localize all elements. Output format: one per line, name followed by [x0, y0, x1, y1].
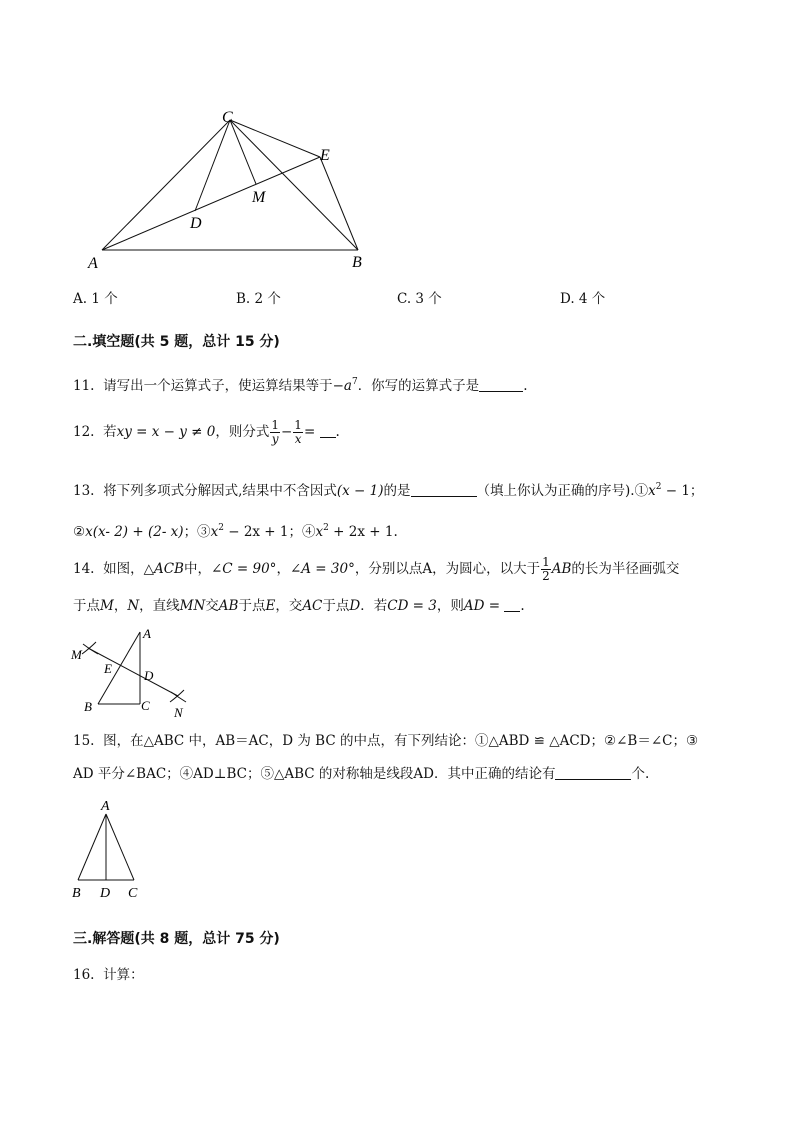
q14-line2-g: ．若 — [360, 598, 388, 614]
q14-cd: CD = 3 — [387, 598, 437, 614]
label-B: B — [72, 886, 81, 901]
q12-f2-den: x — [294, 432, 302, 446]
question-13-line1 — [73, 478, 703, 500]
q12-f2-num: 1 — [294, 418, 302, 432]
q13-e3: x — [210, 524, 219, 540]
q14-e: E — [265, 598, 276, 614]
label-E: E — [320, 147, 330, 164]
q14-angle-c: ∠C = 90° — [210, 561, 277, 577]
q16-number: 16. — [73, 967, 95, 983]
label-D: D — [100, 886, 111, 901]
q15-line1: 图，在△ABC 中，AB＝AC，D 为 BC 的中点，有下列结论：①△ABD ≌ △ACD；②∠B＝∠C；③ — [103, 733, 699, 749]
q13-e1-tail: − 1； — [661, 483, 704, 499]
q16-text: 计算： — [103, 967, 144, 983]
q14-ac: AC — [302, 598, 323, 614]
q14-ad: AD = — [463, 598, 501, 614]
q12-eq: = — [303, 424, 316, 440]
q14-line2-f: 于点 — [322, 598, 350, 614]
q15-line2-b: 个. — [631, 766, 650, 782]
question-14-line2 — [73, 597, 525, 615]
option-d: D. 4 个 — [560, 291, 606, 307]
q14-fraction — [541, 556, 551, 583]
q14-line2-a: 于点 — [73, 598, 100, 614]
q15-answer-blank[interactable] — [555, 765, 631, 780]
option-a: A. 1 个 — [73, 291, 118, 307]
q13-e3-tail: − 2x + 1；④ — [223, 524, 316, 540]
q14-n: N — [127, 598, 140, 614]
question-11 — [73, 373, 527, 395]
line-MN — [88, 648, 178, 696]
seg-EB — [320, 157, 358, 250]
question-14-line1 — [73, 554, 679, 584]
q14-line2-b: ，直线 — [139, 598, 180, 614]
q14-mn: MN — [179, 598, 206, 614]
section2-title: 二.填空题(共 5 题，总计 15 分) — [73, 334, 280, 350]
q13-e3-sup: 2 — [218, 523, 224, 533]
q12-answer-blank[interactable] — [320, 423, 336, 438]
q12-f1-num: 1 — [271, 418, 279, 432]
option-b: B. 2 个 — [236, 291, 281, 307]
q13-factor: (x − 1) — [336, 483, 384, 499]
q13-e1: x — [648, 483, 656, 499]
q14-sep2: ， — [113, 598, 128, 614]
q14-number: 14. — [73, 561, 95, 577]
q14-m: M — [100, 598, 114, 614]
q12-end: . — [335, 424, 340, 440]
arc-M2 — [83, 644, 98, 654]
q12-text-b: ，则分式 — [215, 424, 270, 440]
q12-fraction-2 — [293, 419, 303, 446]
q13-text-a: 将下列多项式分解因式,结果中不含因式 — [103, 483, 337, 499]
q14-sep1: ， — [276, 561, 290, 577]
q14-angle-a: ∠A = 30° — [289, 561, 355, 577]
q14-f-den: 2 — [542, 569, 550, 583]
question-16 — [73, 966, 144, 984]
label-C: C — [141, 698, 150, 713]
q13-number: 13. — [73, 483, 95, 499]
figure-isosceles-triangle — [66, 794, 156, 904]
label-N: N — [174, 705, 183, 720]
q14-d: D — [349, 598, 361, 614]
q11-number: 11. — [73, 378, 95, 394]
section3-title: 三.解答题(共 8 题，总计 75 分) — [73, 931, 280, 947]
q13-e1-sup: 2 — [655, 482, 662, 492]
q12-minus: − — [280, 424, 293, 440]
q12-fraction-1 — [270, 419, 280, 446]
q14-text-d: 的长为半径画弧交 — [571, 561, 680, 577]
label-D: D — [144, 668, 154, 683]
q14-answer-blank[interactable] — [504, 597, 520, 612]
label-A: A — [143, 626, 151, 641]
q13-e2: x(x- 2) + (2- x) — [85, 524, 184, 540]
figure-quadrilateral — [80, 100, 380, 280]
q14-line2-c: 交 — [205, 598, 219, 614]
figure-right-triangle — [68, 624, 198, 724]
label-A: A — [88, 255, 98, 272]
q15-number: 15. — [73, 733, 95, 749]
label-D: D — [190, 215, 202, 232]
q12-number: 12. — [73, 424, 95, 440]
q14-text-b: 中， — [183, 561, 211, 577]
q14-text-a: 如图， — [103, 561, 144, 577]
question-13-line2 — [73, 519, 398, 541]
label-E: E — [104, 661, 112, 676]
seg-AB — [78, 814, 106, 880]
q14-triangle: △ACB — [143, 561, 184, 577]
seg-AE — [102, 157, 320, 250]
q12-f1-den: y — [271, 432, 279, 446]
label-B: B — [352, 254, 362, 271]
q13-e4-tail: + 2x + 1 — [328, 524, 394, 540]
q13-line2-a: ② — [73, 524, 86, 540]
q14-end: . — [520, 598, 525, 614]
q11-text-b: ．你写的运算式子是 — [357, 378, 480, 394]
label-C: C — [222, 109, 233, 126]
seg-CB — [230, 120, 358, 250]
q14-ab: AB — [551, 561, 572, 577]
q13-e4-sup: 2 — [323, 523, 329, 533]
q14-line2-e: ，交 — [275, 598, 303, 614]
label-B: B — [84, 699, 92, 714]
label-M: M — [71, 647, 82, 662]
q14-text-c: ，分别以点A，为圆心，以大于 — [354, 561, 541, 577]
q14-ab2: AB — [218, 598, 239, 614]
q13-answer-blank[interactable] — [411, 482, 477, 497]
q14-line2-d: 于点 — [238, 598, 266, 614]
q11-expr: −a — [332, 378, 352, 394]
seg-CA — [102, 120, 230, 250]
q11-end: . — [523, 378, 528, 394]
label-A: A — [101, 799, 110, 814]
q14-line2-h: ，则 — [436, 598, 464, 614]
question-15-line1 — [73, 732, 698, 750]
seg-CE — [230, 120, 320, 157]
question-15-line2 — [73, 765, 649, 783]
q11-text-a: 请写出一个运算式子，使运算结果等于 — [103, 378, 333, 394]
q12-text-a: 若 — [103, 424, 117, 440]
q13-line2-b: ；③ — [183, 524, 211, 540]
question-12 — [73, 417, 340, 447]
option-c: C. 3 个 — [397, 291, 442, 307]
q14-f-num: 1 — [542, 555, 550, 569]
label-C: C — [128, 886, 138, 901]
seg-AC — [106, 814, 134, 880]
q13-text-b: 的是 — [383, 483, 411, 499]
q13-e4: x — [315, 524, 324, 540]
q11-exp: 7 — [351, 377, 358, 387]
q11-answer-blank[interactable] — [479, 377, 523, 392]
arc-N2 — [171, 692, 186, 702]
q12-condition: xy = x − y ≠ 0 — [116, 424, 216, 440]
q13-text-c: （填上你认为正确的序号).① — [476, 483, 649, 499]
q15-line2-a: AD 平分∠BAC；④AD⊥BC；⑤△ABC 的对称轴是线段AD．其中正确的结论有 — [73, 766, 556, 782]
q13-end: . — [393, 524, 398, 540]
label-M: M — [252, 189, 266, 206]
